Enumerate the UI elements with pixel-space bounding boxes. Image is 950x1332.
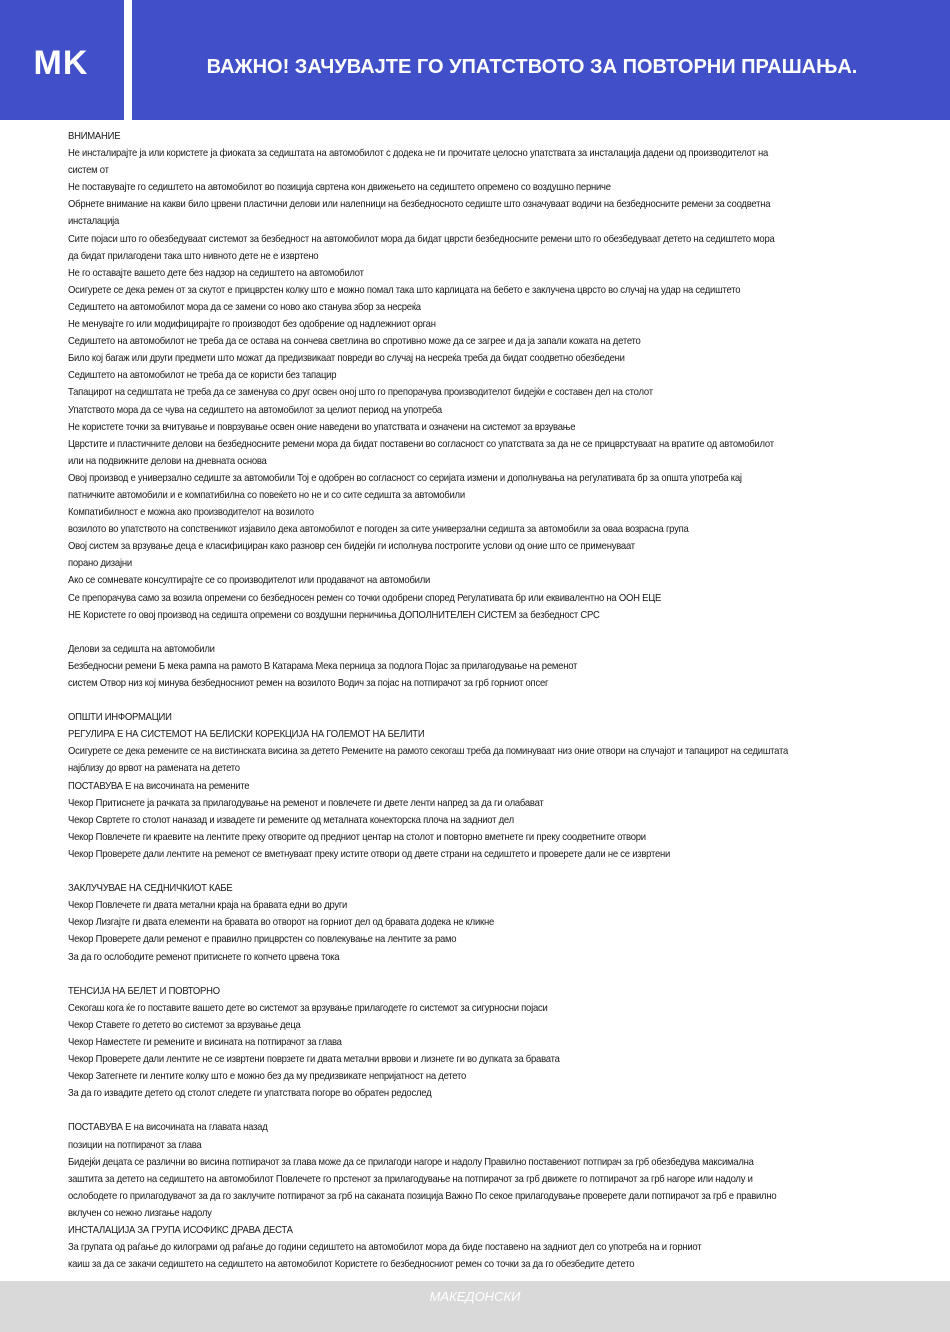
text-line: За да го ослободите ременот притиснете го копчето црвена тока	[68, 951, 340, 963]
text-line: РЕГУЛИРА Е НА СИСТЕМОТ НА БЕЛИСКИ КОРЕКЦИЈА НА ГОЛЕМОТ НА БЕЛИТИ	[68, 729, 425, 741]
text-line: ВНИМАНИЕ	[68, 131, 121, 142]
text-line: Овој производ е универзално седиште за автомобили Тој е одобрен во согласност со серијата измени и дополнувања на регулативата бр за општа употреба кај	[68, 472, 742, 484]
text-line: Било кој багаж или други предмети што можат да предизвикаат повреди во случај на несреќа треба да бидат соодветно обезбедени	[68, 353, 625, 365]
text-line: Овој систем за врзување деца е класифициран како разновр сен бидејќи ги исполнува построгите услови од оние што се применуваат	[68, 541, 635, 553]
text-line: Седиштето на автомобилот не треба да се остава на сончева светлина во спротивно може да се загрее и да ја запали кожата на детето	[68, 336, 641, 348]
text-line: инсталација	[68, 216, 120, 228]
text-line: Чекор Затегнете ги лентите колку што е можно без да му предизвикате непријатност на детето	[68, 1071, 467, 1083]
instructions-body	[68, 128, 901, 1273]
text-line: Тапацирот на седиштата не треба да се заменува со друг освен оној што го препорачува производителот бидејќи е составен дел на столот	[68, 387, 653, 399]
text-line: позиции на потпирачот за глава	[68, 1139, 202, 1151]
text-line: Се препорачува само за возила опремени со безбедносен ремен со точки одобрени според Регулативата бр или еквивалентно на ООН ЕЦЕ	[68, 592, 662, 604]
page-title: ВАЖНО! ЗАЧУВАЈТЕ ГО УПАТСТВОТО ЗА ПОВТОРНИ ПРАШАЊА.	[206, 56, 858, 78]
text-line: Упатството мора да се чува на седиштето на автомобилот за целиот период на употреба	[68, 404, 442, 416]
text-line: Седиштето на автомобилот мора да се замени со ново ако станува збор за несреќа	[68, 301, 421, 313]
text-line: Чекор Ставете го детето во системот за врзување деца	[68, 1019, 301, 1031]
text-line: Не го оставајте вашето дете без надзор на седиштето на автомобилот	[68, 267, 364, 279]
header-banner	[0, 0, 950, 120]
text-line: Чекор Притиснете ја рачката за прилагодување на ременот и повлечете ги двете ленти напред за да ги олабават	[68, 797, 544, 809]
footer-bar	[0, 1281, 950, 1332]
text-line: да бидат прилагодени така што нивното дете не е извртено	[68, 250, 319, 262]
text-line: Не поставувајте го седиштето на автомобилот во позиција свртена кон движењето на седиштето опремено со воздушно перниче	[68, 182, 611, 194]
text-line: Секогаш кога ќе го поставите вашето дете во системот за врзување прилагодете го системот за сигурносни појаси	[68, 1002, 548, 1014]
text-line: Чекор Повлечете ги краевите на лентите преку отворите од предниот центар на столот и повторно вметнете ги преку соодветните отвори	[68, 831, 646, 843]
text-line: порано дизајни	[68, 558, 132, 570]
text-line: Осигурете се дека ремените се на вистинската висина за детето Ремените на рамото секогаш треба да поминуваат низ оние отвори на случајот и тапацирот на седиштата	[68, 746, 789, 758]
text-line: заштита за детето на седиштето на автомобилот Повлечете го прстенот за прилагодување на потпирачот за грб движете го потпирачот за грб нагоре или надолу и	[68, 1173, 753, 1185]
language-code: MK	[33, 44, 89, 82]
text-line: Не користете точки за вчитување и поврзување освен оние наведени во упатствата и означени на системот за врзување	[68, 421, 576, 433]
text-line: Цврстите и пластичните делови на безбедносните ремени мора да бидат поставени во согласност со упатствата за да не се прицврстуваат на вратите од автомобилот	[68, 438, 774, 450]
text-line: ОПШТИ ИНФОРМАЦИИ	[68, 712, 172, 724]
text-line: систем Отвор низ кој минува безбедносниот ремен на возилото Водич за појас на потпирачот за грб горниот опсег	[68, 678, 549, 689]
text-line: Бидејќи децата се различни во висина потпирачот за глава може да се прилагоди нагоре и надолу Правилно поставениот потпирач за грб обезбедува максимална	[68, 1156, 754, 1168]
text-line: Безбедносни ремени Б мека рампа на рамото В Катарама Мека перница за подлога Појас за прилагодување на ременот	[68, 660, 578, 672]
text-line: За да го извадите детето од столот следете ги упатствата погоре во обратен редослед	[68, 1088, 432, 1100]
text-line: патничките автомобили и е компатибилна со повеќето но не и со сите седишта за автомобили	[68, 489, 465, 501]
text-line: Чекор Проверете дали лентите не се извртени поврзете ги двата метални врвови и лизнете ги во дупката за бравата	[68, 1054, 560, 1066]
text-line: Чекор Проверете дали ременот е правилно прицврстен со повлекување на лентите за рамо	[68, 934, 457, 946]
text-line: Седиштето на автомобилот не треба да се користи без тапацир	[68, 370, 337, 382]
blank-line	[68, 624, 901, 641]
blank-line	[68, 1102, 901, 1119]
text-line: Сите појаси што го обезбедуваат системот за безбедност на автомобилот мора да бидат цврсти безбедносните ремени што го обезбедуваат детето на седиштето мора	[68, 233, 775, 245]
text-line: ЗАКЛУЧУВАЕ НА СЕДНИЧКИОТ КАБЕ	[68, 883, 233, 895]
header-divider	[124, 0, 132, 120]
text-line: Осигурете се дека ремен от за скутот е прицврстен колку што е можно помал така што карлицата на бебето е заклучена цврсто во случај на удар на седиштето	[68, 284, 741, 296]
text-line: или на подвижните делови на дневната основа	[68, 455, 267, 467]
text-line: Не менувајте го или модифицирајте го производот без одобрение од надлежниот орган	[68, 319, 436, 331]
text-line: ослободете го прилагодувачот за да го заклучите потпирачот за грб на саканата позиција Важно По секое прилагодување проверете дали потпирачот за грб е правилно	[68, 1190, 777, 1202]
text-line: возилото во упатството на сопственикот изјавило дека автомобилот е погоден за сите универзални седишта за автомобили за оваа возрасна група	[68, 524, 689, 536]
blank-line	[68, 966, 901, 983]
text-line: најблизу до врвот на рамената на детето	[68, 763, 240, 775]
text-line: Компатибилност е можна ако производителот на возилото	[68, 507, 314, 519]
text-line: вклучен со нежно лизгање надолу	[68, 1207, 212, 1219]
text-line: ТЕНСИЈА НА БЕЛЕТ И ПОВТОРНО	[68, 985, 220, 997]
text-line: ИНСТАЛАЦИЈА ЗА ГРУПА ИСОФИКС ДРАВА ДЕСТА	[68, 1225, 293, 1236]
text-line: Чекор Проверете дали лентите на ременот се вметнуваат преку истите отвори од двете страни на седиштето и проверете дали не се извртени	[68, 848, 671, 860]
text-line: каиш за да се закачи седиштето на седиштето на автомобилот Користете го безбедносниот ремен со точки за да го обезбедите детето	[68, 1259, 635, 1271]
text-line: Чекор Наместете ги ремените и висината на потпирачот за глава	[68, 1036, 342, 1048]
footer-language-label: МАКЕДОНСКИ	[429, 1289, 521, 1304]
text-line: Не инсталирајте ја или користете ја фиоката за седиштата на автомобилот с додека не ги прочитате целосно упатствата за инсталација дадени од производителот на	[68, 148, 768, 160]
text-line: Обрнете внимание на какви било црвени пластични делови или налепници на безбедносното седиште што означуваат водичи на безбедносните ремени за соодветна	[68, 199, 771, 211]
text-line: ПОСТАВУВА Е на височината на главата назад	[68, 1122, 268, 1134]
blank-line	[68, 692, 901, 709]
text-line: Делови за седишта на автомобили	[68, 643, 215, 655]
text-line: Чекор Повлечете ги двата метални краја на бравата едни во други	[68, 900, 348, 912]
text-line: Чекор Свртете го столот наназад и извадете ги ремените од металната конекторска плоча на задниот дел	[68, 814, 514, 826]
text-line: систем от	[68, 165, 109, 177]
text-line: Ако се сомневате консултирајте се со производителот или продавачот на автомобили	[68, 575, 431, 587]
text-line: ПОСТАВУВА Е на височината на ремените	[68, 780, 250, 792]
language-badge	[0, 0, 122, 120]
text-line: НЕ Користете го овој производ на седишта опремени со воздушни перничиња ДОПОЛНИТЕЛЕН СИСТЕМ за безбедност СРС	[68, 609, 600, 621]
text-line: Чекор Лизгајте ги двата елементи на бравата во отворот на горниот дел од бравата додека не кликне	[68, 917, 494, 929]
text-line: За групата од раѓање до килограми од раѓање до години седиштето на автомобилот мора да биде поставено на задниот дел со употреба на и горниот	[68, 1242, 702, 1254]
blank-line	[68, 863, 901, 880]
